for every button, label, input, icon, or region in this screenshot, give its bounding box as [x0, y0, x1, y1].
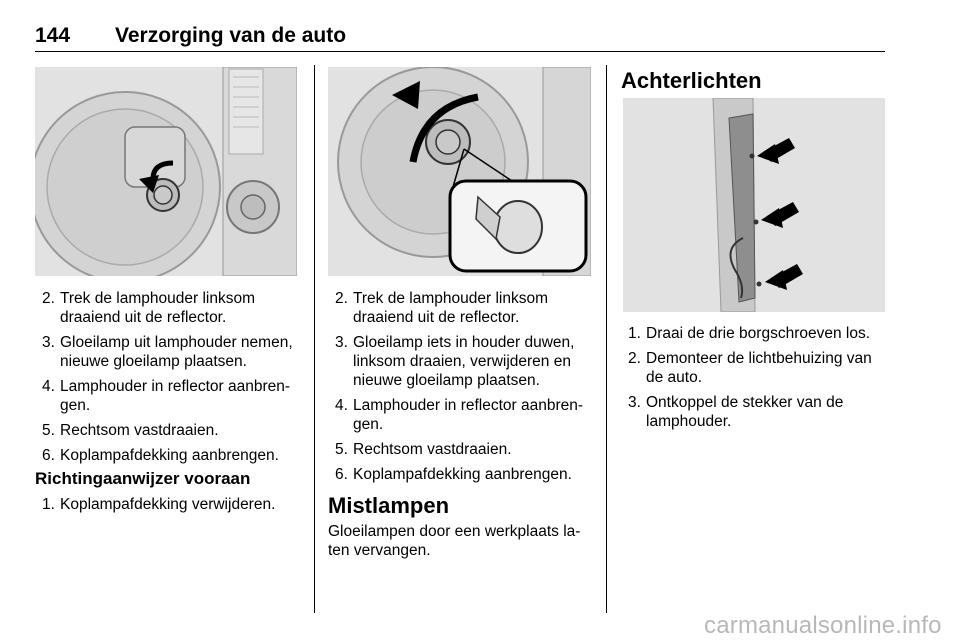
watermark: carmanualsonline.info: [704, 612, 942, 639]
list-item: 3. Gloeilamp uit lamphouder nemen, nieuwe gloeilamp plaatsen.: [42, 334, 293, 370]
col1-steps-2: [35, 495, 303, 520]
subheading-richtingaanwijzer: Richtingaanwijzer vooraan: [35, 469, 251, 488]
mistlampen-body: Gloeilampen door een werkplaats la-ten vervangen.: [328, 523, 581, 559]
list-item: 1. Draai de drie borgschroeven los.: [628, 325, 871, 342]
list-item: 6. Koplampafdekking aanbrengen.: [42, 447, 279, 464]
col1-steps: [35, 289, 303, 471]
list-item: 2. Trek de lamphouder linksom draaiend uit de reflector.: [335, 290, 548, 326]
list-item: 1. Koplampafdekking verwijderen.: [42, 496, 276, 513]
column-divider-2: [606, 65, 607, 613]
list-item: 2. Trek de lamphouder linksom draaiend uit de reflector.: [42, 290, 255, 326]
section-heading-achterlichten: Achterlichten: [621, 68, 762, 93]
col3-steps: [621, 324, 887, 437]
list-item: 5. Rechtsom vastdraaien.: [42, 422, 219, 439]
column-divider-1: [314, 65, 315, 613]
section-heading-mistlampen: Mistlampen: [328, 493, 450, 518]
page-title: Verzorging van de auto: [115, 24, 347, 47]
page-number: 144: [35, 24, 71, 47]
list-item: 4. Lamphouder in reflector aanbren-gen.: [335, 397, 584, 433]
list-item: 3. Gloeilamp iets in houder duwen, linksom draaien, verwijderen en nieuwe gloeilamp plaatsen.: [335, 334, 575, 389]
headlamp-illustration-2: [328, 67, 591, 276]
list-item: 5. Rechtsom vastdraaien.: [335, 441, 512, 458]
list-item: 6. Koplampafdekking aanbrengen.: [335, 466, 572, 483]
list-item: 3. Ontkoppel de stekker van de lamphouder.: [628, 394, 844, 430]
rear-light-illustration: [623, 98, 885, 312]
list-item: 2. Demonteer de lichtbehuizing van de auto.: [628, 350, 872, 386]
header-rule: [35, 51, 885, 52]
list-item: 4. Lamphouder in reflector aanbren-gen.: [42, 378, 291, 414]
col2-steps: [328, 289, 594, 490]
headlamp-illustration-1: [35, 67, 297, 276]
page-header: [35, 24, 885, 52]
